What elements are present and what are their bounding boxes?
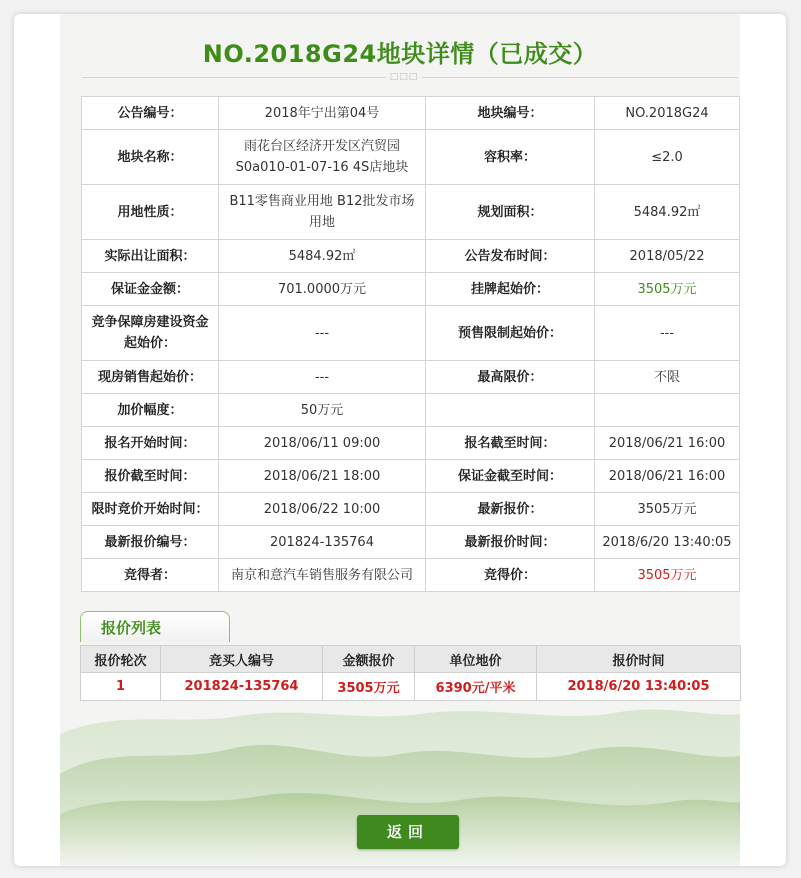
detail-value: 2018/06/22 10:00 [219,493,426,526]
detail-label: 现房销售起始价： [82,361,219,394]
detail-row [82,97,740,130]
page-frame [14,14,786,866]
detail-label: 竞争保障房建设资金起始价： [82,306,219,361]
detail-label: 实际出让面积： [82,240,219,273]
column-header: 单位地价 [415,646,537,673]
detail-value: --- [219,361,426,394]
detail-value: 2018/06/21 16:00 [595,427,740,460]
detail-value: 5484.92㎡ [595,185,740,240]
column-header: 报价轮次 [81,646,161,673]
detail-value: B11零售商业用地 B12批发市场用地 [219,185,426,240]
detail-value: 3505万元 [595,493,740,526]
detail-label: 最新报价时间： [426,526,595,559]
detail-value: 2018/06/21 18:00 [219,460,426,493]
bid-list-header-row [81,646,741,673]
detail-label: 报名截至时间： [426,427,595,460]
detail-label: 加价幅度： [82,394,219,427]
detail-label: 竞得者： [82,559,219,592]
winning-price: 3505万元 [595,559,740,592]
detail-row [82,493,740,526]
column-header: 报价时间 [537,646,741,673]
detail-value: 不限 [595,361,740,394]
page-title: NO.2018G24地块详情（已成交） [202,40,598,68]
divider-ornament: □□□ [386,72,422,83]
detail-label: 地块编号： [426,97,595,130]
bid-amount: 3505万元 [323,673,415,701]
detail-value: 201824-135764 [219,526,426,559]
detail-value: 50万元 [219,394,426,427]
detail-value: 5484.92㎡ [219,240,426,273]
listing-start-price: 3505万元 [595,273,740,306]
tab-bid-list[interactable] [80,611,230,642]
detail-value: ≤2.0 [595,130,740,185]
detail-label: 挂牌起始价： [426,273,595,306]
bid-list-table [80,645,741,701]
detail-row [82,185,740,240]
detail-row [82,526,740,559]
detail-label: 竞得价： [426,559,595,592]
detail-label: 用地性质： [82,185,219,240]
detail-row [82,427,740,460]
bid-round: 1 [81,673,161,701]
detail-label: 保证金金额： [82,273,219,306]
detail-label: 公告发布时间： [426,240,595,273]
detail-value: --- [219,306,426,361]
detail-value: 2018/6/20 13:40:05 [595,526,740,559]
detail-value: 南京和意汽车销售服务有限公司 [219,559,426,592]
bid-time: 2018/6/20 13:40:05 [537,673,741,701]
detail-label: 规划面积： [426,185,595,240]
detail-value [595,394,740,427]
unit-land-price: 6390元/平米 [415,673,537,701]
detail-label: 最新报价： [426,493,595,526]
detail-label: 最高限价： [426,361,595,394]
detail-value: NO.2018G24 [595,97,740,130]
detail-label: 公告编号： [82,97,219,130]
column-header: 竞买人编号 [161,646,323,673]
detail-label: 报名开始时间： [82,427,219,460]
detail-value: --- [595,306,740,361]
detail-row [82,273,740,306]
detail-value: 2018/06/21 16:00 [595,460,740,493]
table-row [81,673,741,701]
detail-label: 保证金截至时间： [426,460,595,493]
detail-row [82,559,740,592]
detail-label: 预售限制起始价： [426,306,595,361]
bidder-id: 201824-135764 [161,673,323,701]
tab-bid-list-label: 报价列表 [101,619,162,637]
detail-value: 2018/06/11 09:00 [219,427,426,460]
detail-label: 限时竞价开始时间： [82,493,219,526]
detail-label [426,394,595,427]
detail-row [82,361,740,394]
detail-row [82,130,740,185]
detail-value: 2018年宁出第04号 [219,97,426,130]
parcel-detail-table [81,96,740,592]
detail-label: 报价截至时间： [82,460,219,493]
detail-label: 容积率： [426,130,595,185]
detail-value: 701.0000万元 [219,273,426,306]
detail-row [82,460,740,493]
detail-row [82,306,740,361]
back-button[interactable]: 返回 [357,815,459,849]
detail-value: 雨花台区经济开发区汽贸园S0a010-01-07-16 4S店地块 [219,130,426,185]
detail-value: 2018/05/22 [595,240,740,273]
content-panel [60,14,740,866]
detail-row [82,394,740,427]
column-header: 金额报价 [323,646,415,673]
detail-row [82,240,740,273]
detail-label: 地块名称： [82,130,219,185]
detail-label: 最新报价编号： [82,526,219,559]
